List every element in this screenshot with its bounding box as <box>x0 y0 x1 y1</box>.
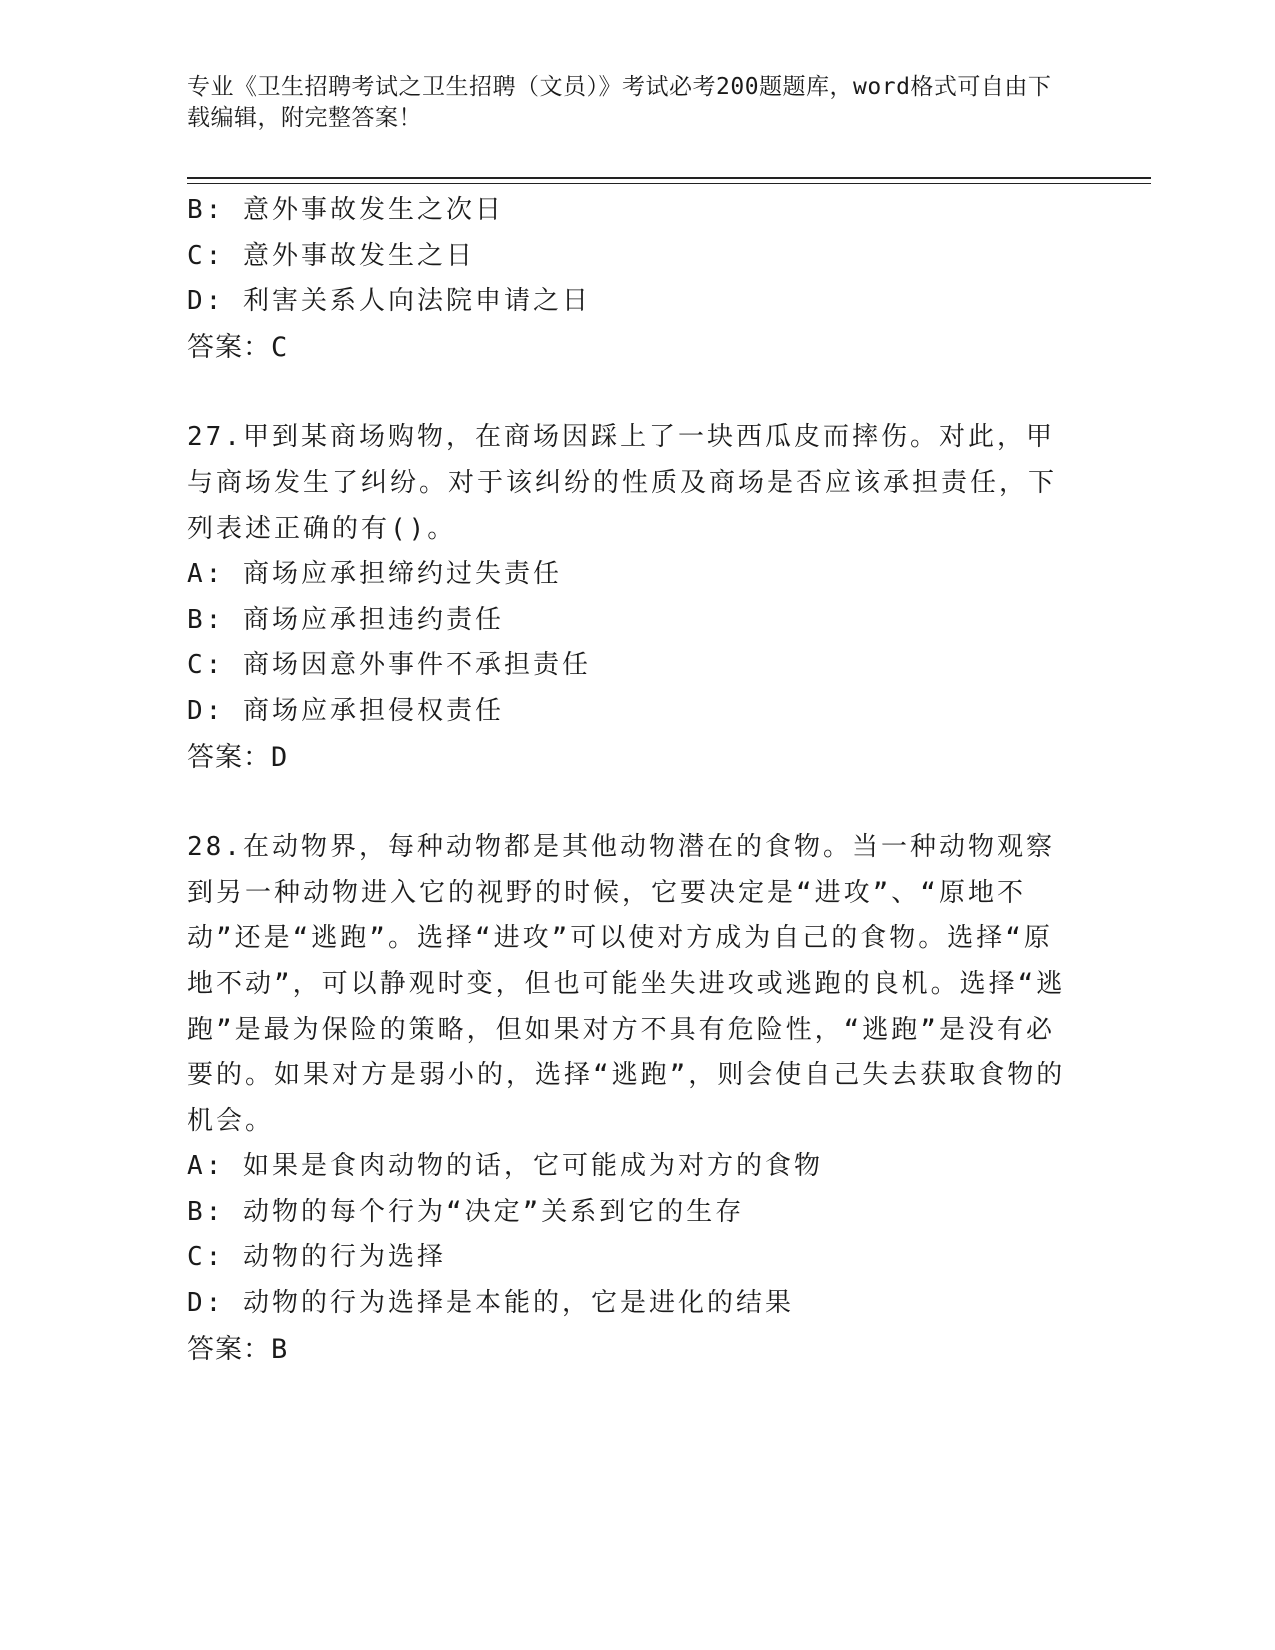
question-stem: 27.甲到某商场购物，在商场因踩上了一块西瓜皮而摔伤。对此，甲与商场发生了纠纷。对于该纠纷的性质及商场是否应该承担责任，下列表述正确的有()。 <box>187 422 1058 544</box>
option-d: D: 动物的行为选择是本能的，它是进化的结果 <box>187 1288 794 1319</box>
option-d: D: 商场应承担侵权责任 <box>187 695 504 726</box>
option-b: B: 商场应承担违约责任 <box>187 604 504 635</box>
question-26-remainder <box>187 188 1087 370</box>
question-stem: 28.在动物界，每种动物都是其他动物潜在的食物。当一种动物观察到另一种动物进入它的视野的时候，它要决定是“进攻”、“原地不动”还是“逃跑”。选择“进攻”可以使对方成为自己的食物。选择“原地不动”，可以静观时变，但也可能坐失进攻或逃跑的良机。选择“逃跑”是最为保险的策略，但如果对方不具有危险性，“逃跑”是没有必要的。如果对方是弱小的，选择“逃跑”，则会使自己失去获取食物的机会。 <box>187 832 1066 1136</box>
header-rule-thick <box>187 177 1151 179</box>
option-c: C: 动物的行为选择 <box>187 1242 446 1273</box>
answer-line: 答案：C <box>187 331 289 363</box>
option-b: B: 意外事故发生之次日 <box>187 195 504 225</box>
answer-line: 答案：B <box>187 1333 289 1365</box>
answer-line: 答案：D <box>187 741 289 773</box>
option-b: B: 动物的每个行为“决定”关系到它的生存 <box>187 1196 745 1227</box>
question-27 <box>187 415 1087 780</box>
document-header: 专业《卫生招聘考试之卫生招聘（文员）》考试必考200题题库，word格式可自由下载编辑，附完整答案！ <box>187 74 1052 131</box>
header-rule-thin <box>187 183 1151 184</box>
option-d: D: 利害关系人向法院申请之日 <box>187 286 591 317</box>
option-c: C: 商场因意外事件不承担责任 <box>187 650 591 681</box>
question-28 <box>187 825 1087 1372</box>
option-a: A: 如果是食肉动物的话，它可能成为对方的食物 <box>187 1151 823 1182</box>
question-content <box>187 188 1087 1372</box>
option-a: A: 商场应承担缔约过失责任 <box>187 559 562 590</box>
option-c: C: 意外事故发生之日 <box>187 240 475 271</box>
